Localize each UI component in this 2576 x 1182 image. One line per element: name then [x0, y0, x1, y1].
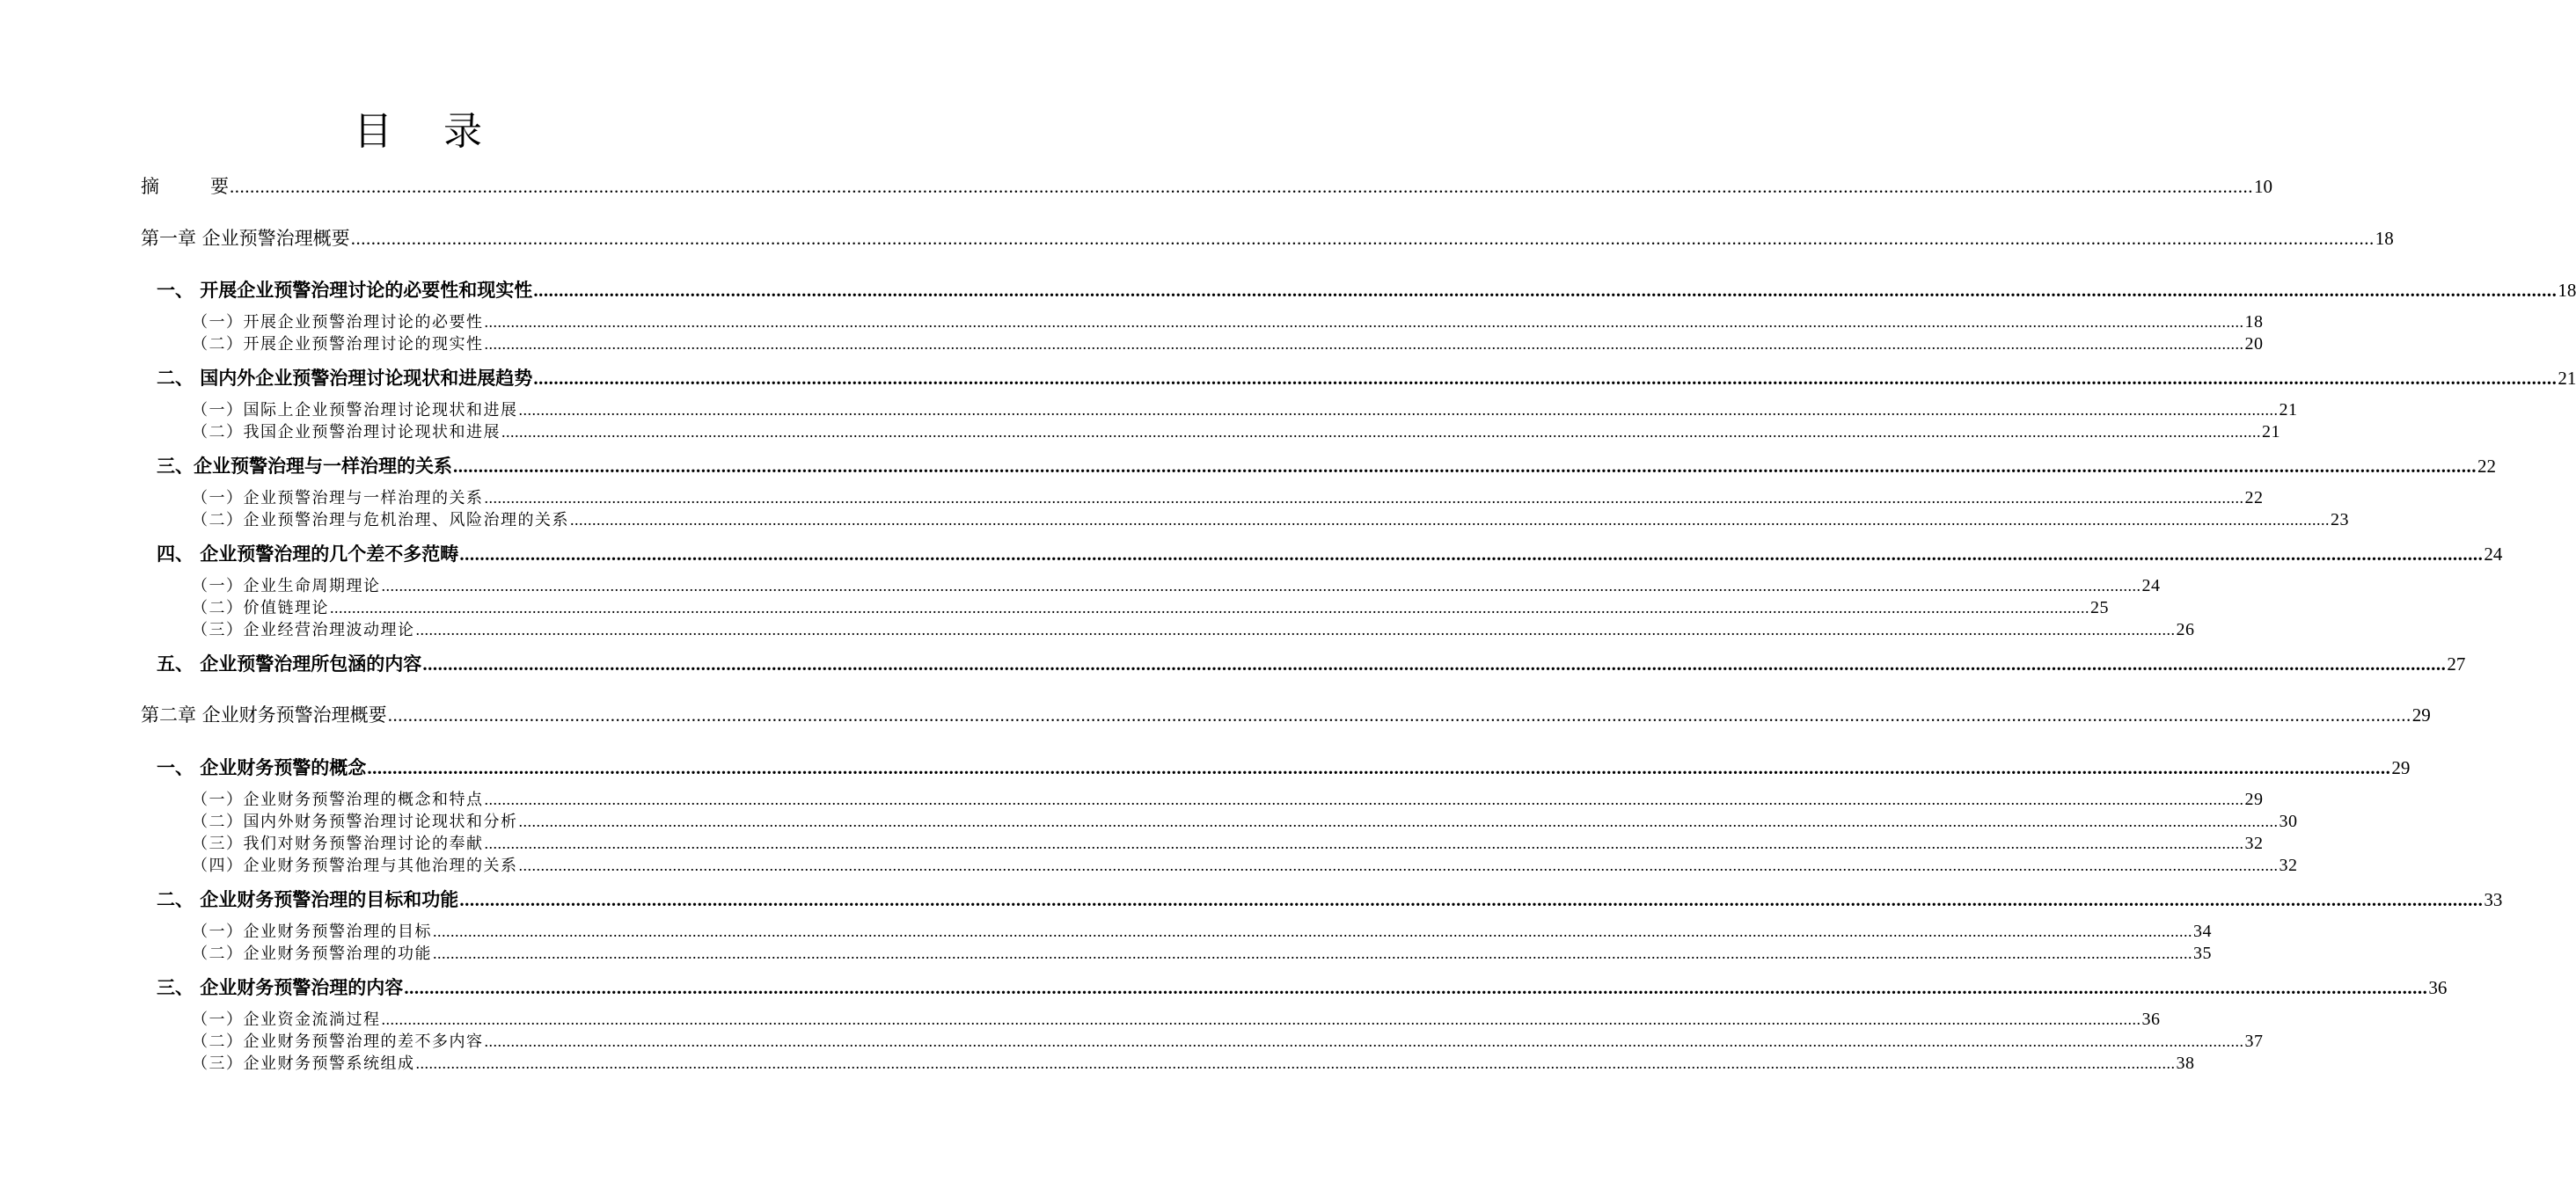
toc-entry[interactable]: [157, 276, 2576, 303]
toc-entry-label: （二）价值链理论: [192, 599, 329, 617]
dot-leader: ................................................................................................................................................................................................................................................................................................................................................................................................................: [484, 835, 2244, 852]
toc-entry[interactable]: [192, 941, 2212, 964]
toc-page-number: 32: [2244, 834, 2264, 853]
toc-page-number: 34: [2193, 922, 2212, 941]
dot-leader: ................................................................................................................................................................................................................................................................................................................................................................................................................: [415, 1054, 2176, 1072]
toc-entry-label: 二、 企业财务预警治理的目标和功能: [157, 889, 459, 910]
toc-entry[interactable]: [192, 919, 2212, 942]
dot-leader: ................................................................................................................................................................................................................................................................................................................................................................................................................: [381, 577, 2141, 595]
toc-entry[interactable]: [192, 485, 2264, 508]
dot-leader: ................................................................................................................................................................................................................................................................................................................................................................................................................: [433, 945, 2192, 962]
toc-page-number: 37: [2244, 1032, 2264, 1051]
toc-page-number: 23: [2331, 510, 2349, 529]
toc-entry-label: （三）企业经营治理波动理论: [192, 621, 415, 639]
toc-page-number: 22: [2244, 488, 2264, 507]
dot-leader: ................................................................................................................................................................................................................................................................................................................................................................................................................: [518, 857, 2279, 874]
toc-entry[interactable]: [192, 831, 2264, 854]
toc-page-number: 21: [2558, 368, 2576, 389]
toc-page-number: 20: [2244, 334, 2264, 354]
dot-leader: ................................................................................................................................................................................................................................................................................................................................................................................................................: [484, 335, 2244, 353]
toc-entry[interactable]: [157, 650, 2466, 676]
toc-entry-label: （二）企业财务预警治理的功能: [192, 945, 432, 963]
toc-page-number: 25: [2090, 598, 2109, 617]
toc-entry-label: 二、 国内外企业预警治理讨论现状和进展趋势: [157, 368, 533, 389]
toc-page-number: 32: [2279, 856, 2298, 875]
toc-entry-label: （一）企业预警治理与一样治理的关系: [192, 489, 484, 507]
toc-page-number: 29: [2391, 757, 2411, 778]
dot-leader: ................................................................................................................................................................................................................................................................................................................................................................................................................: [387, 704, 2411, 726]
toc-page-number: 29: [2411, 704, 2431, 726]
toc-entry-label: （二）企业财务预警治理的差不多内容: [192, 1032, 484, 1051]
dot-leader: ................................................................................................................................................................................................................................................................................................................................................................................................................: [459, 889, 2484, 910]
toc-entry-label: （三）我们对财务预警治理讨论的奉献: [192, 835, 484, 853]
dot-leader: ................................................................................................................................................................................................................................................................................................................................................................................................................: [518, 813, 2279, 830]
toc-entry[interactable]: [157, 886, 2503, 912]
toc-entry-label: 五、 企业预警治理所包涵的内容: [157, 653, 422, 675]
dot-leader: ................................................................................................................................................................................................................................................................................................................................................................................................................: [230, 176, 2253, 197]
dot-leader: ................................................................................................................................................................................................................................................................................................................................................................................................................: [404, 977, 2428, 998]
dot-leader: ................................................................................................................................................................................................................................................................................................................................................................................................................: [518, 401, 2279, 419]
toc-entry-label: 三、企业预警治理与一样治理的关系: [157, 456, 452, 477]
toc-page-number: 36: [2141, 1010, 2161, 1029]
toc-entry[interactable]: [157, 364, 2576, 390]
toc-entry[interactable]: [192, 853, 2298, 876]
dot-leader: ................................................................................................................................................................................................................................................................................................................................................................................................................: [415, 621, 2176, 638]
toc-entry-label: 第一章 企业预警治理概要: [141, 228, 350, 249]
toc-page-number: 18: [2244, 312, 2264, 332]
toc-entry-label: （一）企业财务预警治理的目标: [192, 923, 432, 941]
toc-page-number: 18: [2558, 280, 2576, 301]
toc-entry[interactable]: [192, 1051, 2195, 1074]
toc-entry-label-part: 摘: [141, 176, 159, 197]
toc-entry[interactable]: [157, 540, 2503, 566]
toc-page-number: 33: [2484, 889, 2503, 910]
toc-entry-label: （二）企业预警治理与危机治理、风险治理的关系: [192, 511, 569, 529]
toc-entry-label: [141, 172, 229, 199]
toc-entry-label: （一）国际上企业预警治理讨论现状和进展: [192, 401, 518, 420]
dot-leader: ................................................................................................................................................................................................................................................................................................................................................................................................................: [533, 280, 2558, 301]
toc-entry[interactable]: [192, 617, 2195, 640]
toc-page-number: 35: [2193, 944, 2212, 963]
toc-entry-label: （二）国内外财务预警治理讨论现状和分析: [192, 813, 518, 831]
toc-entry-label: 一、 开展企业预警治理讨论的必要性和现实性: [157, 280, 533, 301]
toc-page-number: 36: [2428, 977, 2448, 998]
dot-leader: ................................................................................................................................................................................................................................................................................................................................................................................................................: [570, 511, 2330, 529]
dot-leader: ................................................................................................................................................................................................................................................................................................................................................................................................................: [350, 228, 2375, 249]
toc-entry-label: （一）开展企业预警治理讨论的必要性: [192, 313, 484, 332]
toc-entry[interactable]: [141, 172, 2272, 199]
toc-entry-label: （二）开展企业预警治理讨论的现实性: [192, 335, 484, 354]
toc-entry[interactable]: [157, 974, 2448, 1000]
toc-entry[interactable]: [192, 507, 2349, 530]
toc-entry[interactable]: [141, 701, 2431, 727]
toc-entry[interactable]: [192, 332, 2264, 354]
dot-leader: ................................................................................................................................................................................................................................................................................................................................................................................................................: [484, 313, 2244, 331]
toc-entry-label: （一）企业财务预警治理的概念和特点: [192, 791, 484, 809]
toc-entry-label: （一）企业资金流淌过程: [192, 1011, 381, 1029]
dot-leader: ................................................................................................................................................................................................................................................................................................................................................................................................................: [459, 544, 2484, 565]
dot-leader: ................................................................................................................................................................................................................................................................................................................................................................................................................: [453, 456, 2477, 477]
toc-entry[interactable]: [192, 809, 2298, 832]
toc-entry[interactable]: [192, 310, 2264, 332]
toc-entry[interactable]: [141, 224, 2394, 251]
toc-entry[interactable]: [192, 1007, 2161, 1030]
toc-entry[interactable]: [192, 420, 2280, 442]
dot-leader: ................................................................................................................................................................................................................................................................................................................................................................................................................: [501, 423, 2261, 441]
dot-leader: ................................................................................................................................................................................................................................................................................................................................................................................................................: [381, 1011, 2141, 1028]
dot-leader: ................................................................................................................................................................................................................................................................................................................................................................................................................: [367, 757, 2391, 778]
toc-page-number: 24: [2141, 576, 2161, 595]
toc-page-number: 27: [2447, 653, 2466, 675]
toc-entry-label: （一）企业生命周期理论: [192, 577, 381, 595]
toc-page-number: 21: [2279, 400, 2298, 420]
toc-page-number: 38: [2176, 1054, 2195, 1073]
toc-entry[interactable]: [157, 452, 2496, 478]
toc-page-number: 24: [2484, 544, 2503, 565]
toc-entry-label: （四）企业财务预警治理与其他治理的关系: [192, 857, 518, 875]
toc-entry[interactable]: [192, 787, 2264, 810]
dot-leader: ................................................................................................................................................................................................................................................................................................................................................................................................................: [330, 599, 2089, 617]
toc-page-number: 30: [2279, 812, 2298, 831]
toc-entry[interactable]: [192, 595, 2109, 618]
toc-page-number: 29: [2244, 790, 2264, 809]
toc-entry-label: （二）我国企业预警治理讨论现状和进展: [192, 423, 501, 441]
toc-page-number: 10: [2254, 176, 2272, 197]
toc-entry-label: 第二章 企业财务预警治理概要: [141, 704, 387, 726]
dot-leader: ................................................................................................................................................................................................................................................................................................................................................................................................................: [533, 368, 2558, 389]
toc-entry-label-part: 要: [210, 176, 229, 197]
dot-leader: ................................................................................................................................................................................................................................................................................................................................................................................................................: [484, 791, 2244, 808]
toc-entry[interactable]: [192, 1029, 2264, 1052]
toc-page-number: 26: [2176, 620, 2195, 639]
dot-leader: ................................................................................................................................................................................................................................................................................................................................................................................................................: [484, 1032, 2244, 1050]
dot-leader: ................................................................................................................................................................................................................................................................................................................................................................................................................: [422, 653, 2447, 675]
toc-page-number: 18: [2375, 228, 2394, 249]
dot-leader: ................................................................................................................................................................................................................................................................................................................................................................................................................: [484, 489, 2244, 507]
toc-entry[interactable]: [192, 573, 2161, 596]
dot-leader: ................................................................................................................................................................................................................................................................................................................................................................................................................: [433, 923, 2192, 940]
toc-entry-label: 一、 企业财务预警的概念: [157, 757, 367, 778]
toc-entry[interactable]: [192, 398, 2298, 420]
toc-page-number: 22: [2477, 456, 2496, 477]
toc-entry-label: 四、 企业预警治理的几个差不多范畴: [157, 544, 459, 565]
toc-entry-label: （三）企业财务预警系统组成: [192, 1054, 415, 1073]
page-title: 目 录: [354, 109, 501, 154]
toc-page-number: 21: [2262, 422, 2280, 441]
toc-entry-label: 三、 企业财务预警治理的内容: [157, 977, 404, 998]
toc-entry[interactable]: [157, 754, 2411, 780]
